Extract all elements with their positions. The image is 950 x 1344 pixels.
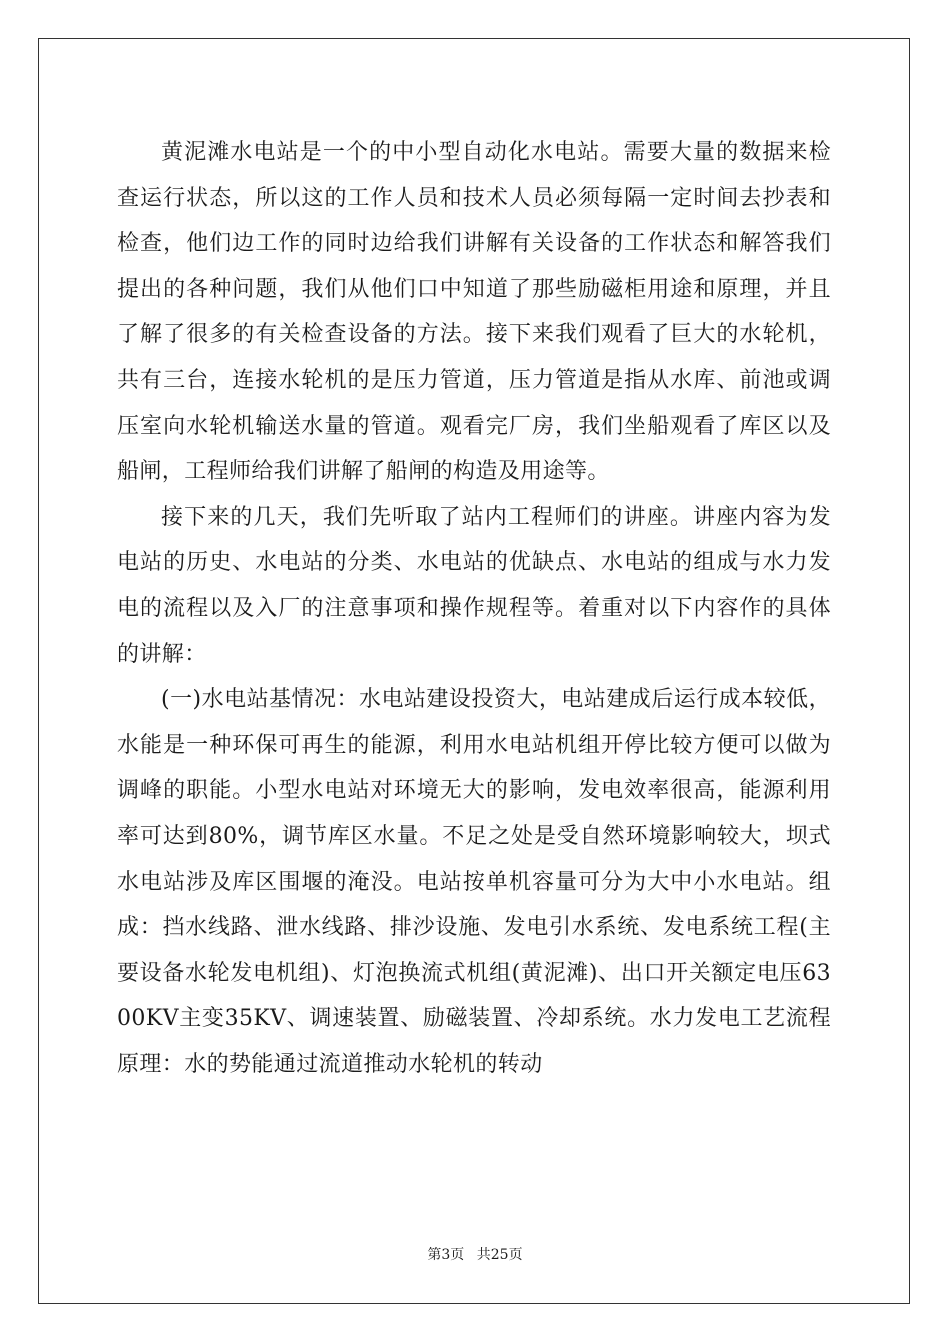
page-footer — [0, 1244, 950, 1264]
document-body — [117, 130, 831, 1087]
paragraph-2: 接下来的几天，我们先听取了站内工程师们的讲座。讲座内容为发电站的历史、水电站的分类、水电站的优缺点、水电站的组成与水力发电的流程以及入厂的注意事项和操作规程等。着重对以下内容作的具体的讲解： — [117, 504, 831, 667]
page-number: 第3页 — [427, 1247, 465, 1263]
page-total: 共25页 — [476, 1247, 523, 1263]
paragraph-1: 黄泥滩水电站是一个的中小型自动化水电站。需要大量的数据来检查运行状态，所以这的工作人员和技术人员必须每隔一定时间去抄表和检查，他们边工作的同时边给我们讲解有关设备的工作状态和解答我们提出的各种问题，我们从他们口中知道了那些励磁柜用途和原理，并且了解了很多的有关检查设备的方法。接下来我们观看了巨大的水轮机，共有三台，连接水轮机的是压力管道，压力管道是指从水库、前池或调压室向水轮机输送水量的管道。观看完厂房，我们坐船观看了库区以及船闸，工程师给我们讲解了船闸的构造及用途等。 — [117, 140, 831, 485]
paragraph-3: (一)水电站基情况：水电站建设投资大，电站建成后运行成本较低，水能是一种环保可再生的能源，利用水电站机组开停比较方便可以做为调峰的职能。小型水电站对环境无大的影响，发电效率很高，能源利用率可达到80%，调节库区水量。不足之处是受自然环境影响较大，坝式水电站涉及库区围堰的淹没。电站按单机容量可分为大中小水电站。组成：挡水线路、泄水线路、排沙设施、发电引水系统、发电系统工程(主要设备水轮发电机组)、灯泡换流式机组(黄泥滩)、出口开关额定电压6300KV主变35KV、调速装置、励磁装置、冷却系统。水力发电工艺流程原理：水的势能通过流道推动水轮机的转动 — [117, 687, 831, 1077]
